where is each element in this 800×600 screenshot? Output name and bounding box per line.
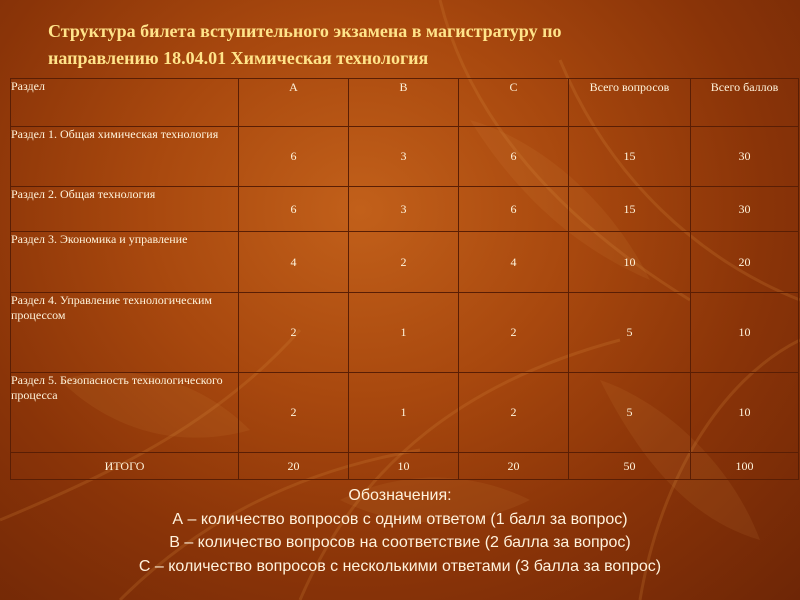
header-total-questions: Всего вопросов: [569, 79, 691, 127]
total-questions: 50: [569, 453, 691, 480]
row-c: 4: [459, 232, 569, 293]
row-a: 2: [239, 373, 349, 453]
row-questions: 15: [569, 187, 691, 232]
row-b: 1: [349, 373, 459, 453]
table-header-row: [11, 79, 799, 127]
row-b: 1: [349, 293, 459, 373]
row-a: 2: [239, 293, 349, 373]
row-section: Раздел 4. Управление технологическим процессом: [11, 293, 239, 373]
row-points: 30: [691, 127, 799, 187]
row-b: 3: [349, 127, 459, 187]
row-points: 10: [691, 373, 799, 453]
row-c: 6: [459, 127, 569, 187]
row-a: 6: [239, 187, 349, 232]
header-c: C: [459, 79, 569, 127]
legend-line-c: С – количество вопросов с несколькими ответами (3 балла за вопрос): [138, 557, 662, 575]
row-section: Раздел 5. Безопасность технологического процесса: [11, 373, 239, 453]
row-b: 2: [349, 232, 459, 293]
title-line-2: направлению 18.04.01 Химическая технология: [48, 48, 429, 68]
row-section: Раздел 1. Общая химическая технология: [11, 127, 239, 187]
row-section: Раздел 3. Экономика и управление: [11, 232, 239, 293]
row-points: 10: [691, 293, 799, 373]
row-c: 2: [459, 293, 569, 373]
total-label: ИТОГО: [11, 453, 239, 480]
row-a: 4: [239, 232, 349, 293]
header-b: B: [349, 79, 459, 127]
legend: [0, 484, 800, 578]
header-total-points: Всего баллов: [691, 79, 799, 127]
header-section: Раздел: [11, 79, 239, 127]
table-total-row: [11, 453, 799, 480]
page-title: [48, 18, 748, 72]
row-b: 3: [349, 187, 459, 232]
row-questions: 15: [569, 127, 691, 187]
table-row: [11, 187, 799, 232]
row-questions: 5: [569, 373, 691, 453]
total-points: 100: [691, 453, 799, 480]
row-c: 2: [459, 373, 569, 453]
row-questions: 10: [569, 232, 691, 293]
table-row: [11, 293, 799, 373]
total-c: 20: [459, 453, 569, 480]
legend-heading: Обозначения:: [348, 487, 452, 504]
total-a: 20: [239, 453, 349, 480]
row-a: 6: [239, 127, 349, 187]
total-b: 10: [349, 453, 459, 480]
row-c: 6: [459, 187, 569, 232]
table-row: [11, 373, 799, 453]
header-a: A: [239, 79, 349, 127]
legend-line-b: В – количество вопросов на соответствие (2 балла за вопрос): [169, 534, 631, 551]
row-section: Раздел 2. Общая технология: [11, 187, 239, 232]
exam-structure-table: [10, 78, 799, 480]
legend-line-a: А – количество вопросов с одним ответом (1 балл за вопрос): [172, 510, 628, 528]
row-points: 30: [691, 187, 799, 232]
table-row: [11, 232, 799, 293]
row-points: 20: [691, 232, 799, 293]
table-row: [11, 127, 799, 187]
title-line-1: Структура билета вступительного экзамена в магистратуру по: [48, 21, 562, 41]
row-questions: 5: [569, 293, 691, 373]
